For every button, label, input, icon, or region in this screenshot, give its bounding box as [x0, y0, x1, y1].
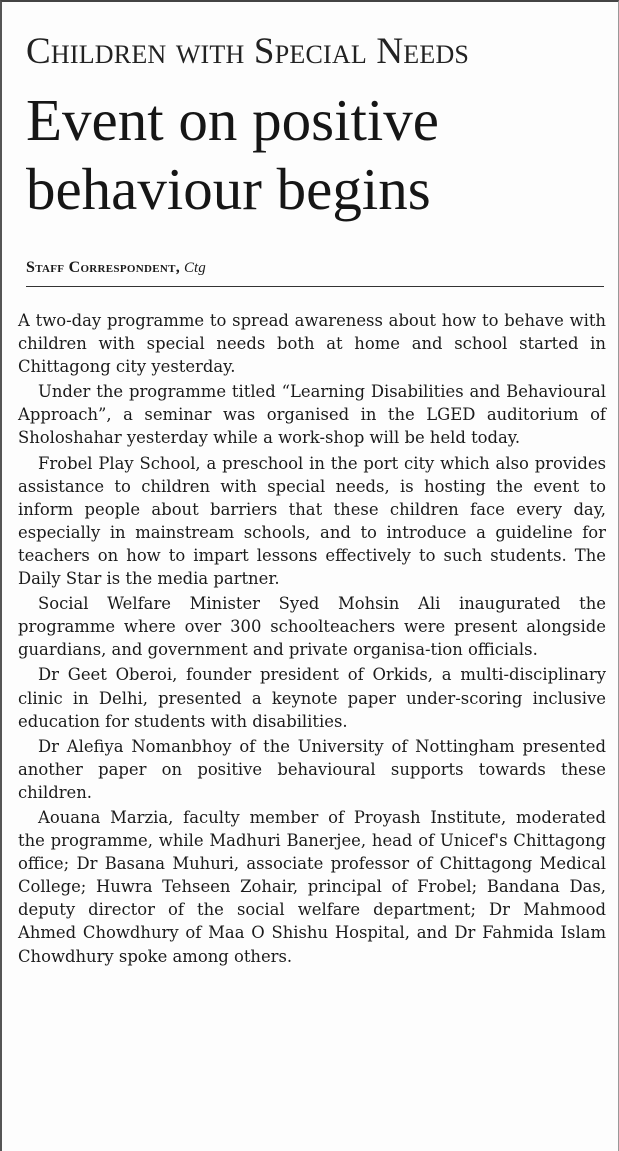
- article-paragraph: Dr Alefiya Nomanbhoy of the University of Nottingham presented another paper on positive behavioural supports towards these children.: [18, 736, 606, 802]
- article-paragraph: Social Welfare Minister Syed Mohsin Ali inaugurated the programme where over 300 schoolteachers were present alongside guardians, and government and private organisa-tion officials.: [18, 594, 606, 660]
- article-headline: Event on positive behaviour begins: [26, 87, 439, 222]
- article-paragraph: Frobel Play School, a preschool in the port city which also provides assistance to children with special needs, is hosting the event to inform people about barriers that these children face every day, especially in mainstream schools, and to introduce a guideline for teachers on how to impart lessons effectively to such students. The Daily Star is the media partner.: [18, 453, 606, 589]
- byline-location: Ctg: [184, 260, 206, 276]
- article-paragraph: Aouana Marzia, faculty member of Proyash Institute, moderated the programme, while Madhuri Banerjee, head of Unicef's Chittagong office; Dr Basana Muhuri, associate professor of Chittagong Medical College; Huwra Tehseen Zohair, principal of Frobel; Bandana Das, deputy director of the social welfare department; Dr Mahmood Ahmed Chowdhury of Maa O Shishu Hospital, and Dr Fahmida Islam Chowdhury spoke among others.: [18, 807, 606, 966]
- article-body: [18, 309, 606, 970]
- article-kicker: Children with Special Needs: [26, 31, 470, 72]
- byline: [26, 258, 206, 278]
- byline-author: Staff Correspondent,: [26, 259, 181, 276]
- article-paragraph: A two-day programme to spread awareness about how to behave with children with special needs both at home and school started in Chittagong city yesterday.: [18, 311, 606, 377]
- article-paragraph: Dr Geet Oberoi, founder president of Orkids, a multi-disciplinary clinic in Delhi, presented a keynote paper under-scoring inclusive education for students with disabilities.: [18, 665, 606, 731]
- byline-divider: [26, 286, 604, 287]
- article-paragraph: Under the programme titled “Learning Disabilities and Behavioural Approach”, a seminar was organised in the LGED auditorium of Sholoshahar yesterday while a work-shop will be held today.: [18, 382, 606, 448]
